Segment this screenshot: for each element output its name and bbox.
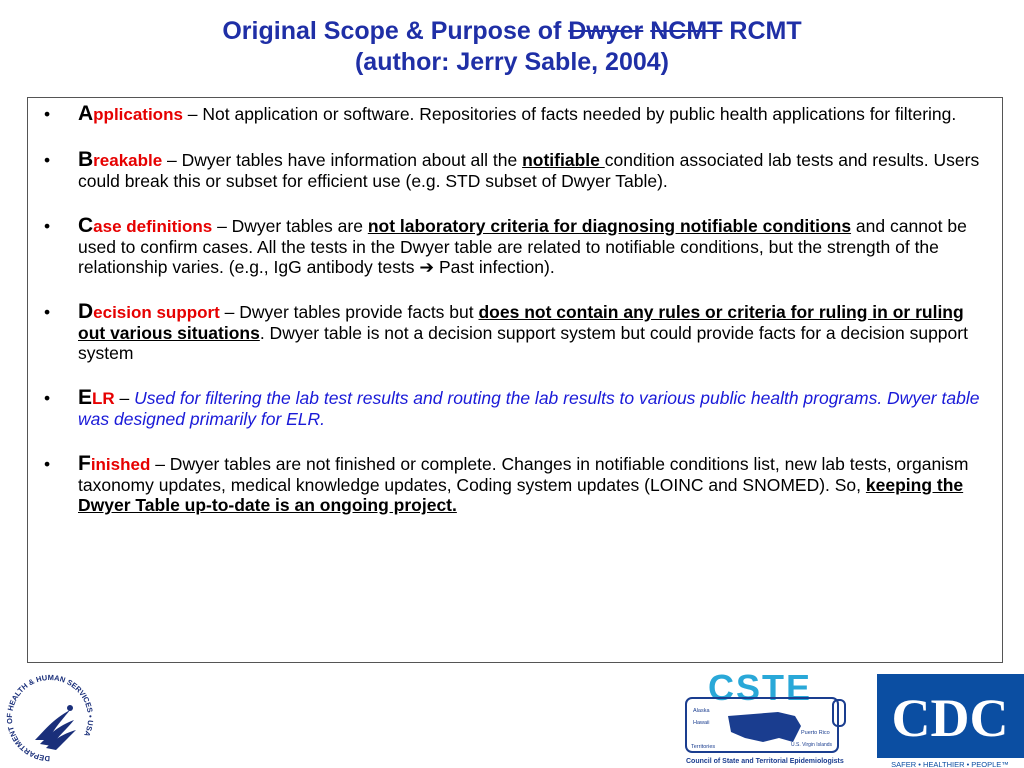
content-box bbox=[27, 97, 1003, 663]
svg-text:Alaska: Alaska bbox=[693, 708, 710, 714]
bullet-dot: • bbox=[44, 454, 51, 474]
bullet-elr: • ELR – Used for filtering the lab test results and routing the lab results to various public health programs. Dwyer table was designed primarily for ELR. bbox=[44, 386, 980, 429]
svg-text:U.S. Virgin Islands: U.S. Virgin Islands bbox=[791, 742, 833, 748]
bullet-dot: • bbox=[44, 216, 51, 236]
bullet-applications: • Applications – Not application or software. Repositories of facts needed by public health applications for filtering. bbox=[44, 102, 957, 125]
svg-text:SAFER • HEALTHIER • PEOPLE™: SAFER • HEALTHIER • PEOPLE™ bbox=[891, 760, 1009, 768]
bullet-breakable: • Breakable – Dwyer tables have information about all the notifiable condition associated lab tests and results. Users could break this or subset for efficient use (e.g. STD subset of Dwyer Table). bbox=[44, 148, 980, 191]
bullet-dot: • bbox=[44, 104, 51, 124]
bullet-decision-support: • Decision support – Dwyer tables provide facts but does not contain any rules or criteria for ruling in or ruling out various situations. Dwyer table is not a decision support system but could provide facts for a decision support system bbox=[44, 300, 968, 363]
bullet-dot: • bbox=[44, 150, 51, 170]
svg-text:Puerto Rico: Puerto Rico bbox=[801, 730, 830, 736]
svg-text:Hawaii: Hawaii bbox=[693, 720, 710, 726]
svg-text:CSTE: CSTE bbox=[708, 668, 813, 708]
svg-text:CDC: CDC bbox=[891, 688, 1009, 748]
bullet-dot: • bbox=[44, 388, 51, 408]
cste-logo bbox=[683, 668, 853, 768]
struck-word-dwyer: Dwyer bbox=[568, 17, 644, 45]
arrow-icon: ➔ bbox=[419, 257, 435, 277]
struck-word-ncmt: NCMT bbox=[650, 17, 723, 45]
title-line-2: (author: Jerry Sable, 2004) bbox=[354, 48, 669, 76]
eagle-icon bbox=[35, 705, 76, 750]
title-line-1: Original Scope & Purpose of Dwyer NCMT RCMT bbox=[222, 17, 802, 45]
svg-text:Council of State and Territori: Council of State and Territorial Epidemiologists bbox=[686, 758, 844, 765]
slide-title bbox=[0, 16, 1024, 78]
cdc-logo bbox=[877, 668, 1024, 768]
svg-text:DEPARTMENT OF HEALTH & HUMAN S bbox=[5, 673, 95, 763]
hhs-logo bbox=[0, 668, 100, 768]
hhs-ring-text: DEPARTMENT OF HEALTH & HUMAN SERVICES • USA bbox=[4, 672, 96, 764]
bullet-finished: • Finished – Dwyer tables are not finished or complete. Changes in notifiable conditions list, new lab tests, organism taxonomy updates, medical knowledge updates, Coding system updates (LOINC and SNOMED). So, keeping the Dwyer Table up-to-date is an ongoing project. bbox=[44, 452, 969, 515]
svg-text:Territories: Territories bbox=[691, 744, 716, 750]
us-map-icon bbox=[728, 712, 801, 742]
bullet-case-definitions: • Case definitions – Dwyer tables are not laboratory criteria for diagnosing notifiable conditions and cannot be used to confirm cases. All the tests in the Dwyer table are related to notifiable conditions, but the strength of the relationship varies. (e.g., IgG antibody tests ➔ Past infection). bbox=[44, 214, 967, 277]
bullet-dot: • bbox=[44, 302, 51, 322]
footer-logos bbox=[0, 668, 1024, 768]
bullet-list bbox=[28, 104, 1002, 540]
